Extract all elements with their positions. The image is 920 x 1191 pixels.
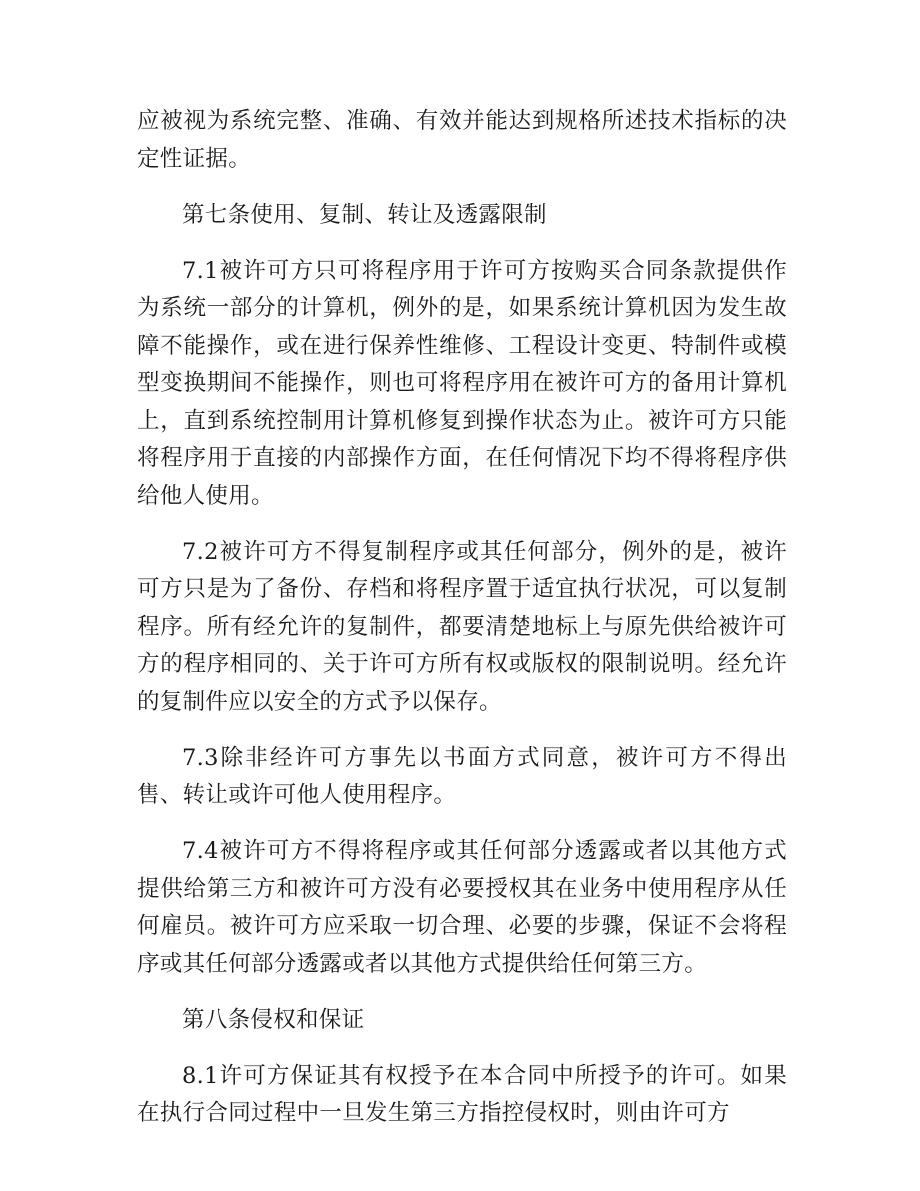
document-body — [137, 103, 787, 1151]
clause-7-4: 7.4被许可方不得将程序或其任何部分透露或者以其他方式提供给第三方和被许可方没有必要授权其在业务中使用程序从任何雇员。被许可方应采取一切合理、必要的步骤，保证不会将程序或其任何部分透露或者以其他方式提供给任何第三方。 — [137, 838, 787, 977]
clause-7-2: 7.2被许可方不得复制程序或其任何部分，例外的是，被许可方只是为了备份、存档和将程序置于适宜执行状况，可以复制程序。所有经允许的复制件，都要清楚地标上与原先供给被许可方的程序相同的、关于许可方所有权或版权的限制说明。经允许的复制件应以安全的方式予以保存。 — [137, 538, 787, 715]
paragraph-continuation: 应被视为系统完整、准确、有效并能达到规格所述技术指标的决定性证据。 — [137, 108, 787, 172]
article-7-heading: 第七条使用、复制、转让及透露限制 — [182, 201, 547, 228]
clause-7-1: 7.1被许可方只可将程序用于许可方按购买合同条款提供作为系统一部分的计算机，例外的是，如果系统计算机因为发生故障不能操作，或在进行保养性维修、工程设计变更、特制件或模型变换期间不能操作，则也可将程序用在被许可方的备用计算机上，直到系统控制用计算机修复到操作状态为止。被许可方只能将程序用于直接的内部操作方面，在任何情况下均不得将程序供给他人使用。 — [137, 257, 787, 509]
clause-8-1: 8.1许可方保证其有权授予在本合同中所授予的许可。如果在执行合同过程中一旦发生第三方指控侵权时，则由许可方 — [137, 1062, 787, 1126]
clause-7-3: 7.3除非经许可方事先以书面方式同意，被许可方不得出售、转让或许可他人使用程序。 — [137, 744, 787, 808]
article-8-heading: 第八条侵权和保证 — [182, 1006, 365, 1033]
